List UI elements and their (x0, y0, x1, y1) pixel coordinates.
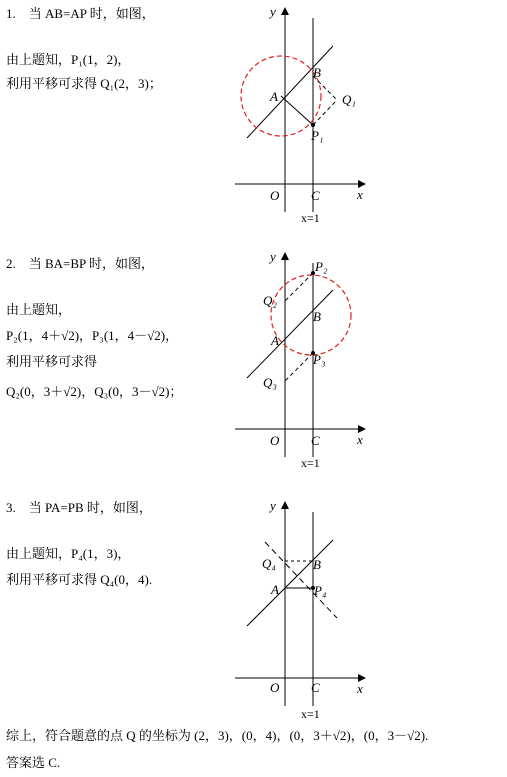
case2-figure (225, 245, 385, 475)
label-a: A (271, 582, 279, 597)
label-b: B (313, 309, 321, 324)
label-a: A (271, 333, 279, 348)
label-c: C (311, 680, 320, 695)
label-c: C (311, 188, 320, 203)
label-y: y (270, 249, 276, 264)
circle-b (271, 275, 351, 355)
case1-figure (225, 0, 385, 230)
case1-heading: 1. 当 AB=AP 时，如图， (6, 6, 155, 21)
label-p2: P₂ (315, 259, 328, 274)
dash-pq (313, 100, 337, 125)
label-x: x (357, 681, 363, 696)
label-q1: Q₁ (342, 92, 356, 107)
case3-line2: 利用平移可求得 Q₄(0，4). (6, 572, 153, 587)
summary-line: 综上，符合题意的点 Q 的坐标为 (2，3)，(0，4)，(0，3＋√2)，(0，3－√2). (6, 728, 429, 743)
case3-figure (225, 494, 385, 724)
label-b: B (313, 65, 321, 80)
dash-p2q2 (285, 273, 313, 301)
line-ab (247, 46, 333, 138)
case2-line3: 利用平移可求得 (6, 354, 98, 369)
case2-line1: 由上题知， (6, 302, 72, 317)
label-o: O (270, 680, 280, 695)
label-p4: P₄ (314, 583, 327, 598)
case1-line1: 由上题知，P₁(1，2)， (6, 52, 131, 67)
label-x: x (357, 187, 363, 202)
label-y: y (270, 4, 276, 19)
case3-heading: 3. 当 PA=PB 时，如图， (6, 500, 152, 515)
label-x-eq-1: x=1 (301, 707, 320, 721)
answer-line: 答案选 C. (6, 755, 61, 770)
label-p3: P₃ (313, 352, 326, 367)
label-x-eq-1: x=1 (301, 211, 320, 225)
case2-line2: P₂(1，4＋√2)，P₃(1，4－√2)， (6, 328, 179, 343)
label-c: C (311, 433, 320, 448)
label-b: B (313, 557, 321, 572)
dash-p3q3 (285, 353, 313, 381)
perp-bisector (265, 542, 337, 618)
label-q3: Q₃ (263, 375, 277, 390)
label-q4: Q₄ (262, 556, 276, 571)
case2-line4: Q₂(0，3＋√2)，Q₃(0，3－√2)； (6, 384, 183, 399)
label-o: O (270, 433, 280, 448)
label-x-eq-1: x=1 (301, 456, 320, 470)
label-x: x (357, 432, 363, 447)
point-p1 (311, 123, 315, 127)
label-q2: Q₂ (263, 293, 277, 308)
label-p1: P₁ (311, 128, 324, 143)
case3-line1: 由上题知，P₄(1，3)， (6, 546, 131, 561)
label-o: O (270, 188, 280, 203)
label-y: y (270, 498, 276, 513)
case2-heading: 2. 当 BA=BP 时，如图， (6, 256, 155, 271)
case1-line2: 利用平移可求得 Q₁(2，3)； (6, 76, 162, 91)
segment-ap (281, 96, 313, 125)
label-a: A (270, 89, 278, 104)
